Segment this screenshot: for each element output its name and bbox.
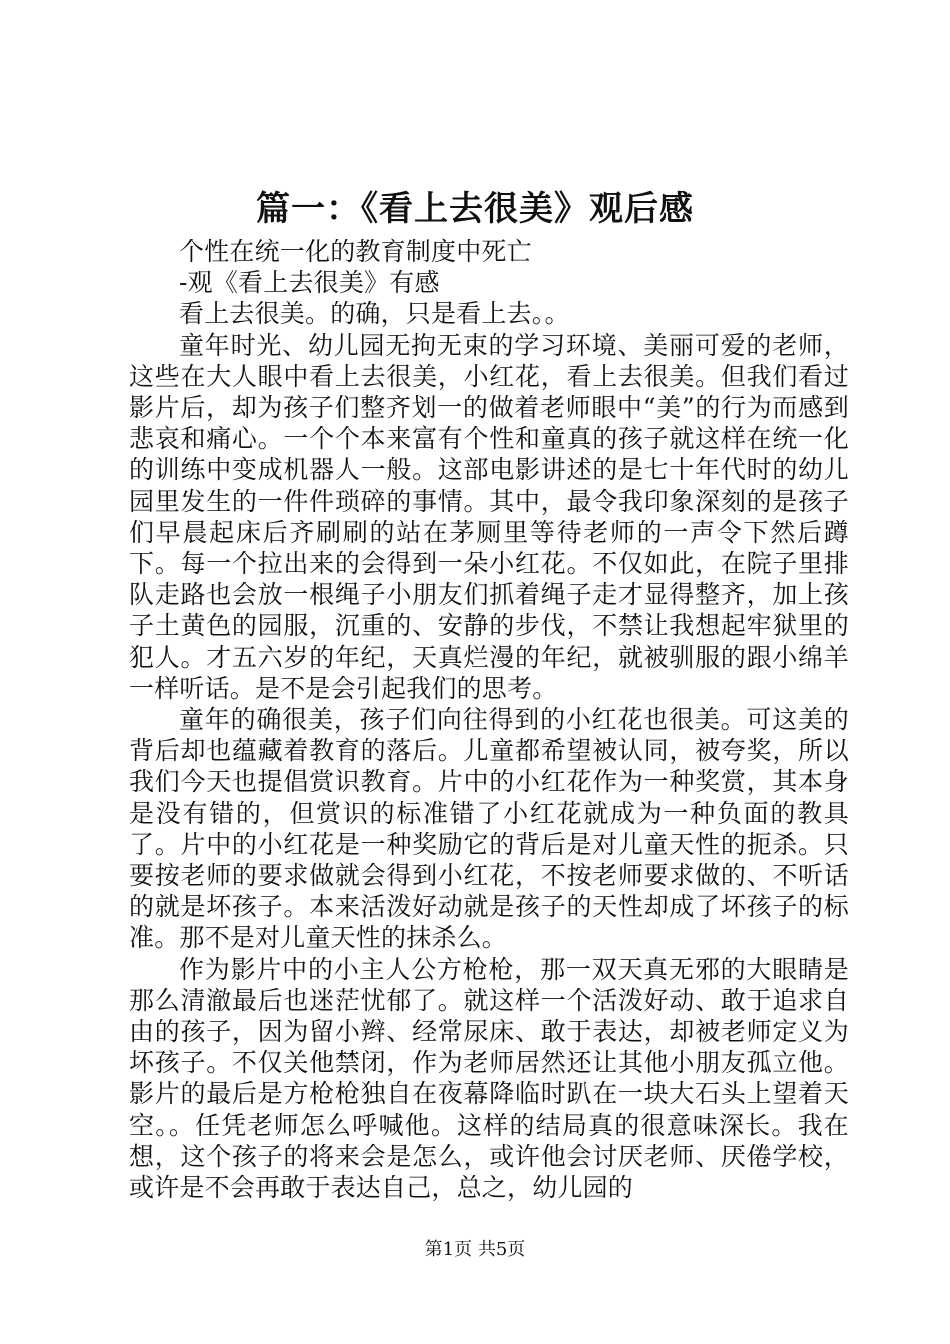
document-body — [129, 236, 849, 1203]
intro-line: 看上去很美。的确，只是看上去。。 — [179, 299, 570, 329]
paragraph-1: 童年时光、幼儿园无拘无束的学习环境、美丽可爱的老师，这些在大人眼中看上去很美，小红花，看上去很美。但我们看过影片后，却为孩子们整齐划一的做着老师眼中“美”的行为而感到悲哀和痛心。一个个本来富有个性和童真的孩子就这样在统一化的训练中变成机器人一般。这部电影讲述的是七十年代时的幼儿园里发生的一件件琐碎的事情。其中，最令我印象深刻的是孩子们早晨起床后齐刷刷的站在茅厕里等待老师的一声令下然后蹲下。每一个拉出来的会得到一朵小红花。不仅如此，在院子里排队走路也会放一根绳子小朋友们抓着绳子走才显得整齐，加上孩子土黄色的园服，沉重的、安静的步伐，不禁让我想起牢狱里的犯人。才五六岁的年纪，天真烂漫的年纪，就被驯服的跟小绵羊一样听话。是不是会引起我们的思考。 — [129, 330, 849, 703]
subtitle-line-2: -观《看上去很美》有感 — [179, 268, 440, 298]
page-title: 篇一：《看上去很美》观后感 — [256, 189, 694, 229]
paragraph-2: 童年的确很美，孩子们向往得到的小红花也很美。可这美的背后却也蕴藏着教育的落后。儿童都希望被认同，被夸奖，所以我们今天也提倡赏识教育。片中的小红花作为一种奖赏，其本身是没有错的，但赏识的标准错了小红花就成为一种负面的教具了。片中的小红花是一种奖励它的背后是对儿童天性的扼杀。只要按老师的要求做就会得到小红花，不按老师要求做的、不听话的就是坏孩子。本来活泼好动就是孩子的天性却成了坏孩子的标准。那不是对儿童天性的抹杀么。 — [129, 705, 849, 953]
page-footer: 第1页 共5页 — [424, 1239, 526, 1260]
paragraph-3: 作为影片中的小主人公方枪枪，那一双天真无邪的大眼睛是那么清澈最后也迷茫忧郁了。就这样一个活泼好动、敢于追求自由的孩子，因为留小辫、经常尿床、敢于表达，却被老师定义为坏孩子。不仅关他禁闭，作为老师居然还让其他小朋友孤立他。影片的最后是方枪枪独自在夜幕降临时趴在一块大石头上望着天空。。任凭老师怎么呼喊他。这样的结局真的很意味深长。我在想，这个孩子的将来会是怎么，或许他会讨厌老师、厌倦学校，或许是不会再敢于表达自己，总之，幼儿园的 — [129, 954, 849, 1203]
subtitle-line-1: 个性在统一化的教育制度中死亡 — [179, 237, 532, 266]
